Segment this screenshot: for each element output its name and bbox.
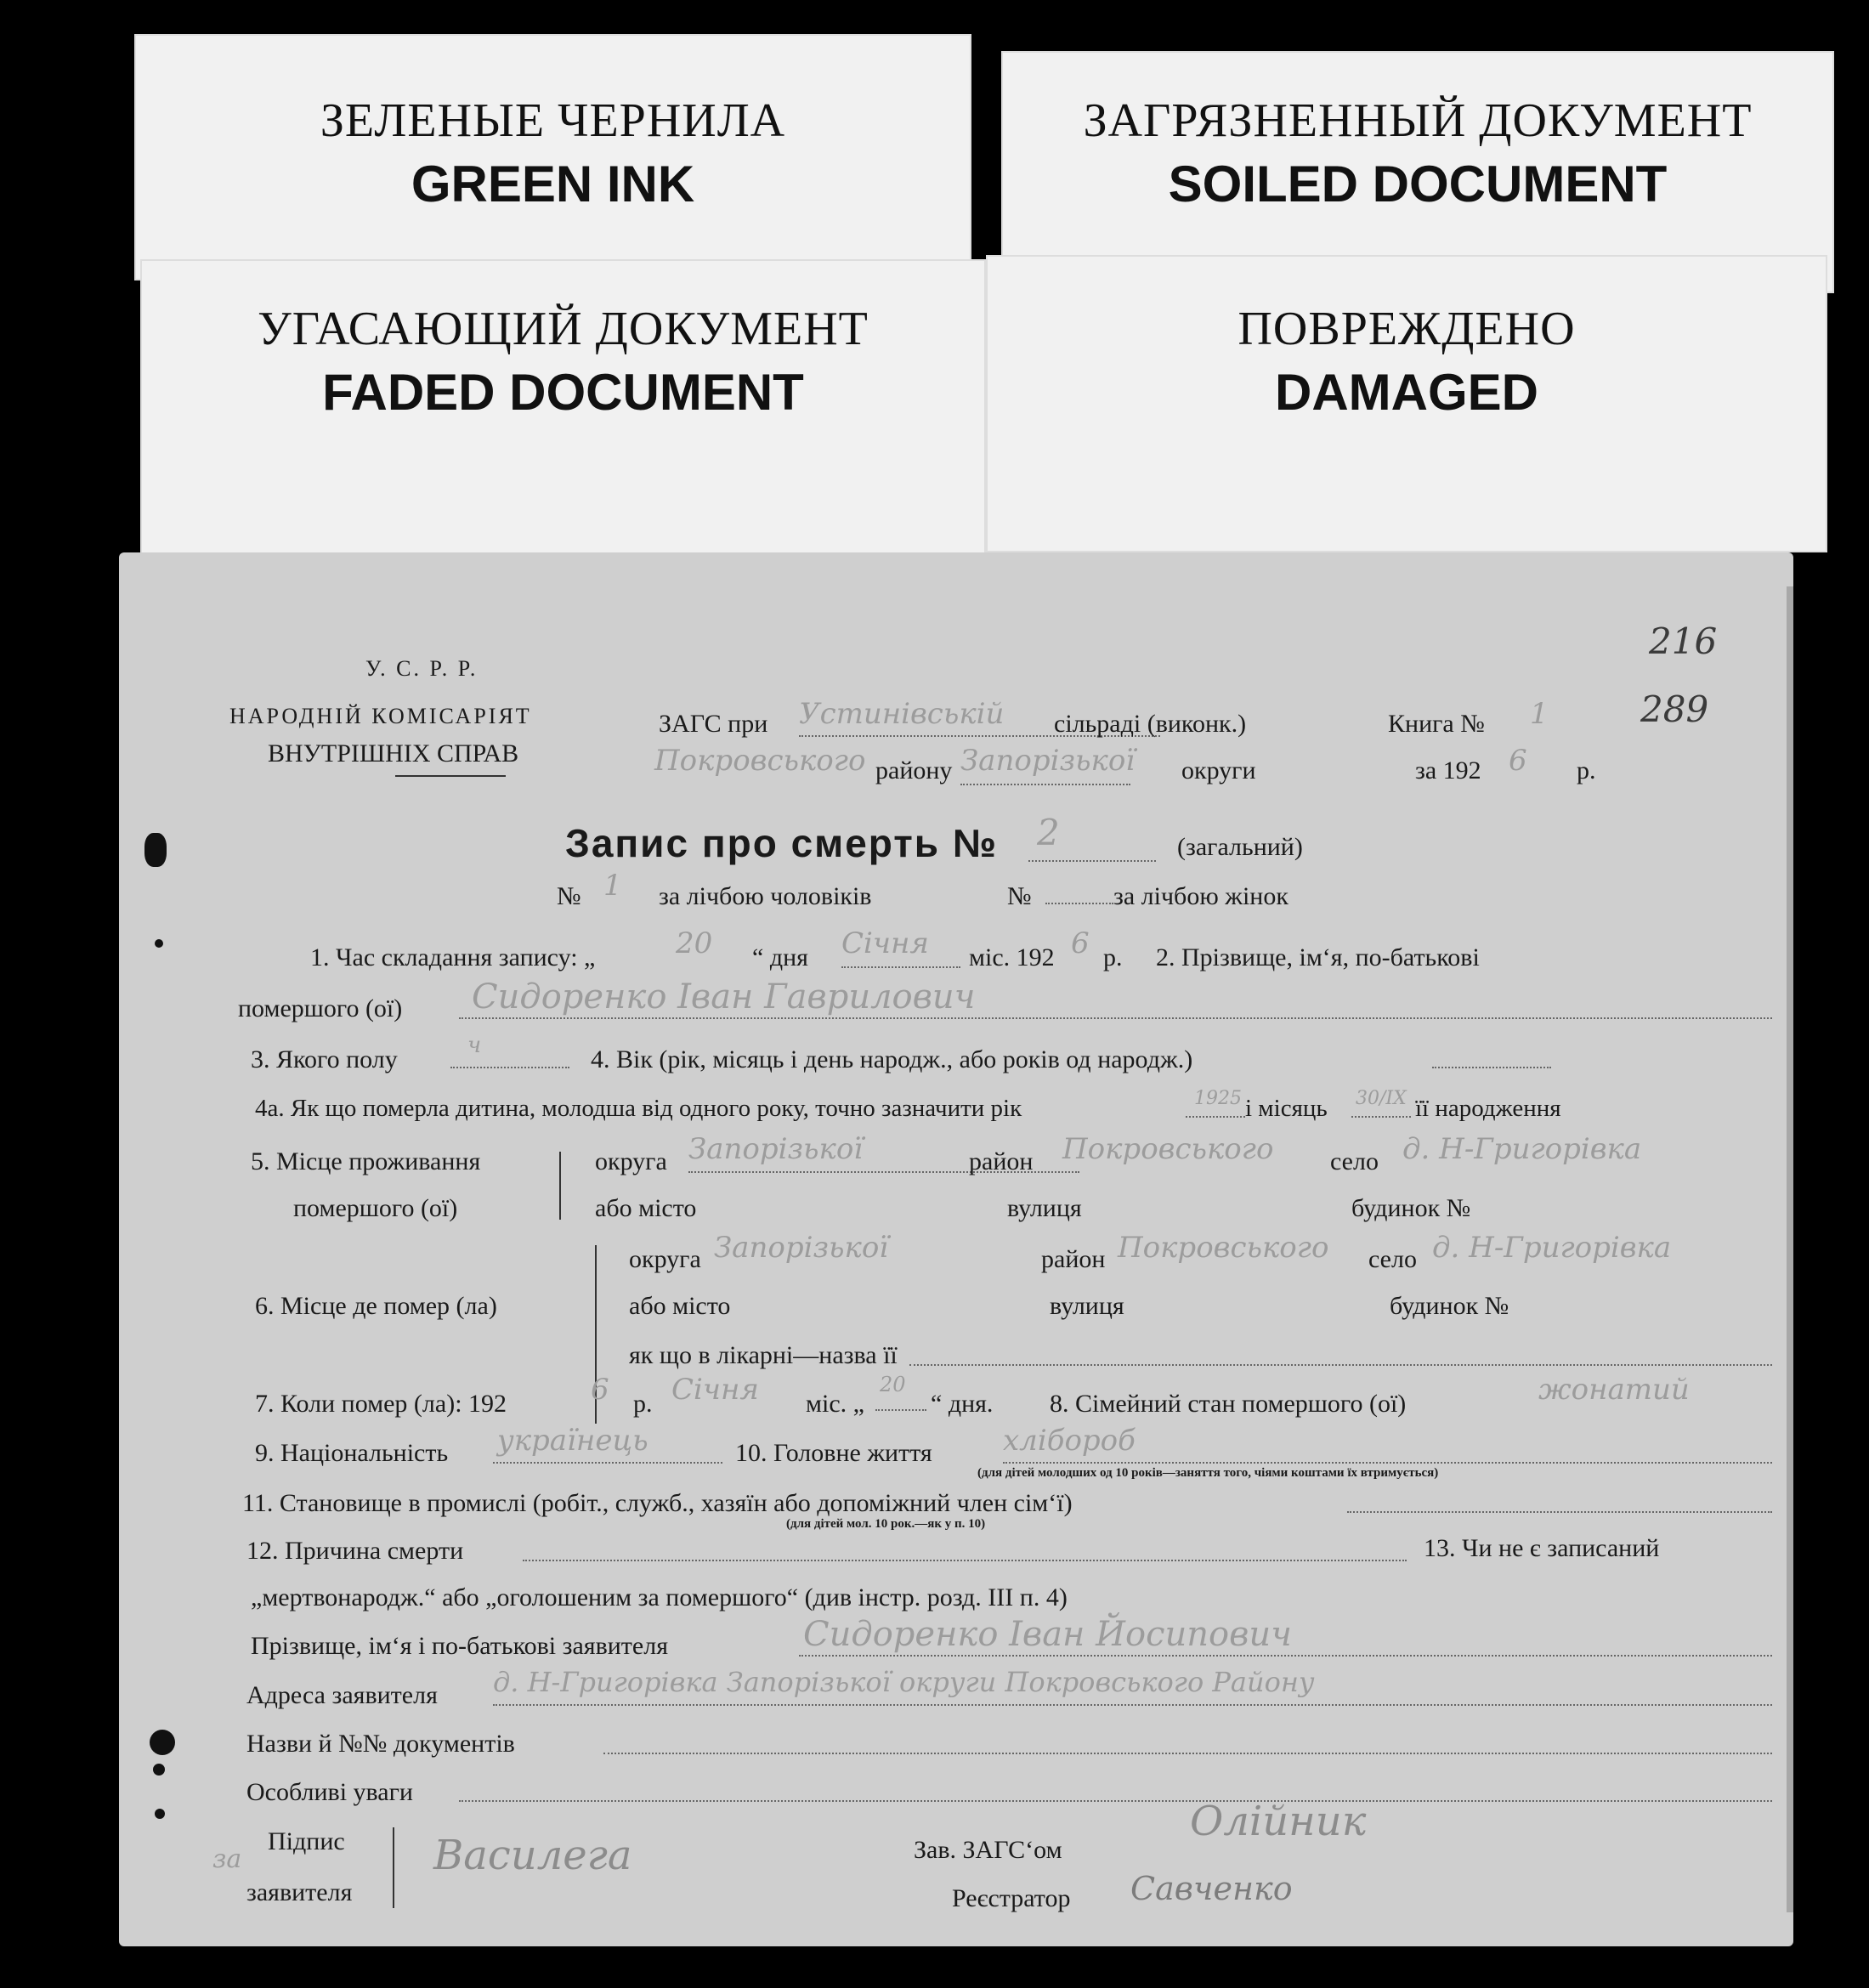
field-5-selo: село — [1330, 1147, 1379, 1175]
record-title: Запис про смерть № — [565, 821, 999, 865]
state-label: У. С. Р. Р. — [365, 656, 479, 681]
card-en-text: GREEN INK — [411, 156, 695, 212]
field-4a-label: 4а. Як що померла дитина, молодша від одного року, точно зазначити рік — [255, 1095, 1022, 1122]
card-en-text: DAMAGED — [1275, 364, 1538, 421]
field-6-vulytsia: вулиця — [1050, 1292, 1124, 1320]
punch-mark — [153, 1764, 165, 1776]
field-5-okruga-value: Запорізької — [688, 1132, 864, 1166]
field-2-label: 2. Прізвище, ім‘я, по-батькові — [1156, 943, 1480, 971]
field-1-month: Січня — [841, 926, 929, 960]
card-ru-text: ЗАГРЯЗНЕННЫЙ ДОКУМЕНТ — [1083, 94, 1753, 147]
field-6-okruga: округа — [629, 1245, 701, 1273]
punch-mark — [155, 939, 163, 948]
deceased-name: Сидоренко Іван Гаврилович — [472, 977, 976, 1017]
dotted-line — [1028, 860, 1156, 862]
field-10-note: (для дітей молодших од 10 років—заняття того, чіями коштами їх втримується) — [977, 1466, 1439, 1480]
dotted-line — [1003, 1462, 1772, 1464]
field-2-label-line2: помершого (ої) — [238, 994, 403, 1022]
archive-number-bottom: 289 — [1640, 688, 1709, 730]
dotted-line — [960, 784, 1130, 785]
field-4a-month: 30/ІХ — [1356, 1088, 1407, 1109]
field-1-day: 20 — [676, 926, 713, 960]
field-13-label: 13. Чи не є записаний — [1424, 1534, 1660, 1562]
card-en-text: SOILED DOCUMENT — [1168, 156, 1668, 212]
commissariat-line-1: НАРОДНІЙ КОМІСАРІЯТ — [229, 704, 532, 728]
field-8-value: жонатий — [1538, 1373, 1690, 1407]
field-6-misto: або місто — [629, 1292, 731, 1320]
field-6-label: 6. Місце де помер (ла) — [255, 1292, 497, 1320]
dotted-line — [1186, 1116, 1245, 1118]
signature-applicant-label: заявителя — [246, 1878, 353, 1906]
record-title-suffix: (загальний) — [1177, 833, 1303, 861]
archive-number-top: 216 — [1649, 620, 1718, 662]
book-value: 1 — [1530, 697, 1549, 731]
dotted-line — [1347, 1511, 1772, 1513]
field-1-r: р. — [1103, 943, 1123, 971]
documents-label: Назви й №№ документів — [246, 1730, 515, 1758]
dotted-line — [799, 1655, 1772, 1657]
field-7-mis: міс. „ — [806, 1390, 864, 1418]
field-10-value: хлібороб — [1003, 1424, 1136, 1458]
signature-za: за — [212, 1844, 242, 1874]
field-7-r: р. — [633, 1390, 653, 1418]
head-signature: Олійник — [1190, 1798, 1367, 1845]
field-7-label: 7. Коли помер (ла): 192 — [255, 1390, 507, 1418]
field-1-mis: міс. 192 — [969, 943, 1055, 971]
field-5-selo-value: д. Н-Григорівка — [1402, 1132, 1642, 1166]
field-3-value: ч — [467, 1033, 482, 1058]
female-no-sign: № — [1007, 882, 1032, 910]
brace — [559, 1152, 561, 1220]
dotted-line — [459, 1017, 1772, 1019]
male-count-label: за лічбою чоловіків — [659, 882, 872, 910]
dotted-line — [493, 1462, 722, 1464]
field-5-vulytsia: вулиця — [1007, 1194, 1082, 1222]
card-ru-text: ПОВРЕЖДЕНО — [1238, 303, 1576, 355]
dotted-line — [493, 1704, 1772, 1706]
field-3-label: 3. Якого полу — [251, 1045, 398, 1073]
registrar-signature: Савченко — [1130, 1870, 1293, 1907]
field-6-rayon-value: Покровського — [1118, 1231, 1329, 1265]
applicant-address-label: Адреса заявителя — [246, 1681, 438, 1709]
head-label: Зав. ЗАГС‘ом — [914, 1836, 1062, 1864]
year-suffix: р. — [1577, 756, 1596, 784]
commissariat-line-2: ВНУТРІШНІХ СПРАВ — [268, 739, 519, 767]
field-5-rayon: район — [969, 1147, 1034, 1175]
applicant-name-value: Сидоренко Іван Йосипович — [803, 1615, 1292, 1654]
damaged-card — [986, 255, 1827, 552]
applicant-name-label: Прізвище, ім‘я і по-батькові заявителя — [251, 1632, 669, 1660]
book-label: Книга № — [1388, 710, 1485, 738]
field-5-label: 5. Місце проживання — [251, 1147, 481, 1175]
year-label: за 192 — [1415, 756, 1481, 784]
card-ru-text: ЗЕЛЕНЫЕ ЧЕРНИЛА — [320, 94, 786, 147]
dotted-line — [450, 1067, 569, 1068]
field-6-rayon: район — [1041, 1245, 1106, 1273]
field-7-month: Січня — [671, 1373, 759, 1407]
dotted-line — [523, 1560, 1407, 1561]
okrug-value: Запорізької — [960, 744, 1136, 778]
death-record-form — [119, 552, 1793, 1946]
field-9-label: 9. Національність — [255, 1439, 449, 1467]
applicant-signature: Василега — [433, 1832, 632, 1879]
field-5-misto: або місто — [595, 1194, 697, 1222]
green-ink-card — [134, 34, 971, 280]
field-6-selo-value: д. Н-Григорівка — [1432, 1231, 1672, 1265]
dotted-line — [875, 1409, 926, 1411]
card-en-text: FADED DOCUMENT — [322, 364, 804, 421]
field-4a-suffix: її народження — [1415, 1095, 1561, 1122]
field-1-year: 6 — [1071, 926, 1090, 960]
registrar-label: Реєстратор — [952, 1884, 1071, 1912]
field-6-selo: село — [1368, 1245, 1417, 1273]
field-6-okruga-value: Запорізької — [714, 1231, 889, 1265]
field-7-year: 6 — [591, 1373, 609, 1407]
district-value: Покровського — [654, 744, 866, 778]
field-1-day-close: “ дня — [752, 943, 808, 971]
female-count-label: за лічбою жінок — [1113, 882, 1288, 910]
field-11-note: (для дітей мол. 10 рок.—як у п. 10) — [786, 1517, 986, 1531]
field-5-rayon-value: Покровського — [1062, 1132, 1274, 1166]
okrug-label: округи — [1181, 756, 1256, 784]
field-4a-month-label: і місяць — [1245, 1095, 1328, 1122]
field-7-day-close: “ дня. — [931, 1390, 994, 1418]
dotted-line — [1432, 1067, 1551, 1068]
field-5-budynok: будинок № — [1351, 1194, 1471, 1222]
card-ru-text: УГАСАЮЩИЙ ДОКУМЕНТ — [258, 303, 869, 355]
field-9-value: українець — [497, 1424, 648, 1458]
field-6-likarnia: як що в лікарні—назва її — [629, 1341, 898, 1369]
year-value: 6 — [1509, 744, 1527, 778]
field-4a-year: 1925 — [1194, 1088, 1242, 1109]
field-5-label-line2: помершого (ої) — [293, 1194, 458, 1222]
punch-hole — [144, 833, 167, 867]
male-no-sign: № — [557, 882, 581, 910]
council-label: сільраді (виконк.) — [1054, 710, 1247, 738]
field-11-label: 11. Становище в промислі (робіт., служб., хазяїн або допоміжний член сім‘ї) — [242, 1489, 1073, 1517]
field-5-okruga: округа — [595, 1147, 667, 1175]
punch-hole — [150, 1730, 175, 1755]
zags-label: ЗАГС при — [659, 710, 768, 738]
faded-document-card — [140, 259, 986, 557]
male-number: 1 — [603, 869, 622, 903]
punch-mark — [155, 1809, 165, 1819]
dotted-line — [1351, 1116, 1411, 1118]
zags-value: Устинівській — [799, 697, 1005, 731]
dotted-line — [909, 1364, 1772, 1366]
field-8-label: 8. Сімейний стан помершого (ої) — [1050, 1390, 1407, 1418]
dotted-line — [1045, 903, 1113, 904]
divider — [395, 775, 506, 777]
sheet-edge — [1787, 586, 1793, 1912]
field-13-label-line2: „мертвонародж.“ або „оголошеним за помершого“ (див інстр. розд. III п. 4) — [251, 1583, 1068, 1611]
special-notes-label: Особливі уваги — [246, 1778, 413, 1806]
field-4-label: 4. Вік (рік, місяць і день народж., або років од народж.) — [591, 1045, 1193, 1073]
dotted-line — [459, 1800, 1772, 1802]
district-label: району — [875, 756, 953, 784]
field-1-label: 1. Час складання запису: „ — [310, 943, 596, 971]
field-7-day: 20 — [880, 1373, 906, 1396]
record-number: 2 — [1037, 812, 1060, 853]
field-12-label: 12. Причина смерти — [246, 1537, 464, 1565]
field-6-budynok: будинок № — [1390, 1292, 1509, 1320]
field-10-label: 10. Головне життя — [735, 1439, 932, 1467]
dotted-line — [603, 1753, 1772, 1754]
signature-label: Підпис — [268, 1827, 345, 1855]
brace — [393, 1827, 394, 1908]
dotted-line — [841, 966, 960, 968]
applicant-address-value: д. Н-Григорівка Запорізької округи Покровського Району — [493, 1666, 1315, 1698]
